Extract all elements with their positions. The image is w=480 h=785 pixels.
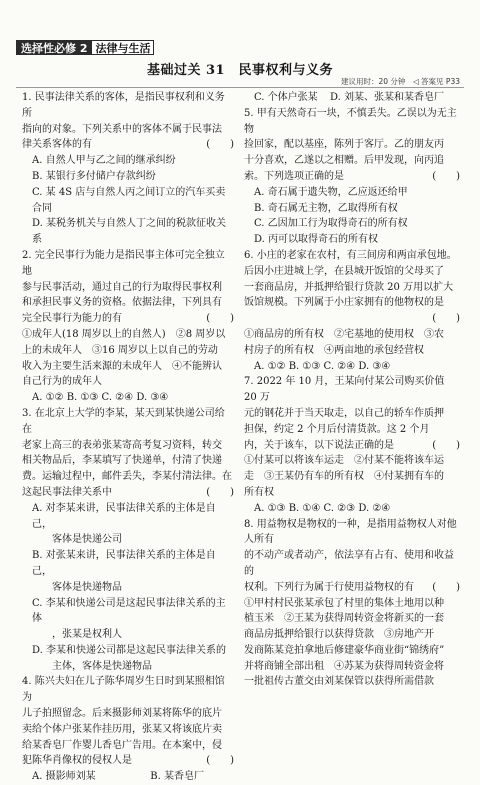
q4-options-ab — [22, 769, 234, 785]
option: B. 某银行多付储户存款纠纷 — [32, 170, 156, 182]
question-3 — [22, 406, 234, 675]
option: C. 乙因加工行为取得奇石的所有权 — [254, 218, 408, 230]
answer-bracket-line — [244, 311, 460, 327]
q2-line-text: 完全民事行为能力的有 — [22, 313, 122, 325]
question-6 — [244, 248, 460, 374]
question-1 — [22, 90, 234, 248]
q8-line — [244, 580, 460, 596]
time-note: 建议用时：20 分钟 ◁ 答案见 P33 — [340, 77, 460, 86]
q1-line-text: 律关系客体的有 — [22, 139, 92, 151]
q2-item: 上的未成年人 ③16 周岁以上以自己的劳动 — [22, 344, 218, 356]
q3-line: 老家上高三的表弟张某寄高考复习资料，转交 — [22, 439, 222, 451]
q7-line: 元的钢花并于当天取走，以自己的轿车作质押 — [244, 407, 444, 419]
q5-line — [244, 169, 460, 185]
answer-bracket: ( ) — [206, 139, 234, 151]
option: C. ②③ — [323, 502, 356, 514]
q3-line: 相关物品后，李某填写了快递单，付清了快递 — [22, 455, 222, 467]
q6-line: 后因小庄进城上学，在县城开饭馆的父母买了 — [244, 265, 444, 277]
option: D. 李某和快递公司都是这起民事法律关系的 — [32, 644, 227, 656]
option: D. ③④ — [358, 360, 391, 372]
q8-line: 的不动产或者动产，依法享有占有、使用和收益的 — [244, 550, 454, 577]
q4-line: 给某香皂厂作婴儿香皂广告用。在本案中，侵 — [22, 739, 222, 751]
q4-line: 儿子拍照留念。后来摄影师刘某将陈华的底片 — [22, 708, 222, 720]
option: C. ②④ — [323, 360, 356, 372]
subject-label: 法律与生活 — [92, 40, 154, 55]
answer-bracket: ( ) — [432, 170, 460, 182]
section-header — [16, 40, 154, 55]
option: C. 某 4S 店与自然人丙之间订立的汽车买卖合同 — [32, 186, 226, 214]
q7-line: 7. 2022 年 10 月，王某向付某公司购买价值 20 万 — [244, 376, 445, 404]
q8-item: 一批祖传古董交由刘某保管以获得所需借款 — [244, 676, 434, 688]
q7-options — [244, 501, 460, 517]
q3-line — [22, 485, 234, 501]
question-7 — [244, 374, 460, 516]
option: 客体是快递公司 — [32, 534, 122, 546]
q6-line: 6. 小庄的老家在农村，有三间房和两亩承包地。 — [244, 249, 457, 261]
left-column — [22, 90, 234, 785]
divider — [16, 87, 464, 88]
page-title: 基础过关 31 民事权利与义务 — [146, 63, 334, 78]
answer-bracket: ( ) — [432, 581, 460, 593]
q8-item: ①甲村村民张某承包了村里的集体土地用以种 — [244, 597, 444, 609]
q8-item: 植玉米 ②王某为获得周转资金将新买的一套 — [244, 613, 444, 625]
option: A. 摄影师刘某 — [32, 771, 96, 783]
q6-line: 饭馆规模。下列属于小庄家拥有的他物权的是 — [244, 297, 444, 309]
q7-line-text: 内，关于该车，以下说法正确的是 — [244, 439, 394, 451]
option: ，张某是权利人 — [32, 629, 122, 641]
right-column — [244, 90, 460, 690]
option: D. 刘某、张某和某香皂厂 — [329, 92, 444, 103]
option: B. ①④ — [288, 502, 321, 514]
option: A. ①② — [32, 392, 64, 404]
q4-options-cd — [244, 90, 460, 106]
q1-line: 指向的对象。下列关系中的客体不属于民事法 — [22, 123, 222, 135]
q5-line: 捡回家，配以基座，陈列于客厅。乙的朋友丙 — [244, 139, 444, 151]
q7-item: ①付某可以将该车运走 ②付某不能将该车运 — [244, 455, 444, 467]
q5-line: 5. 甲有天然奇石一块，不慎丢失。乙误以为无主物 — [244, 107, 457, 135]
option: D. ③④ — [136, 392, 169, 404]
q2-line — [22, 311, 234, 327]
question-2 — [22, 248, 234, 406]
option: C. 个体户张某 — [254, 92, 318, 103]
q3-line: 费。运输过程中，邮件丢失，李某付清法律。在 — [22, 471, 232, 483]
q6-options — [244, 359, 460, 375]
answer-bracket: ( ) — [206, 313, 234, 325]
q8-line: 8. 用益物权是物权的一种，是指用益物权人对他人所有 — [244, 518, 457, 546]
option: B. 奇石属无主物，乙取得所有权 — [254, 202, 398, 214]
question-5 — [244, 106, 460, 248]
option: A. 对李某来讲，民事法律关系的主体是自己， — [32, 502, 216, 530]
option: A. 奇石属于遗失物，乙应返还给甲 — [254, 186, 408, 198]
option: C. 李某和快递公司是这起民事法律关系的主体 — [32, 597, 226, 625]
q8-item: 商品房抵押给银行以获得贷款 ③房地产开 — [244, 629, 434, 641]
option: D. 丙可以取得奇石的所有权 — [254, 234, 379, 246]
q4-line — [22, 753, 234, 769]
q2-options — [22, 390, 234, 406]
option: A. ①③ — [254, 502, 286, 514]
option: A. ①② — [254, 360, 286, 372]
q2-item: 自己行为的成年人 — [22, 376, 102, 388]
option: A. 自然人甲与乙之间的继承纠纷 — [32, 155, 176, 167]
q6-item: ①商品房的所有权 ②宅基地的使用权 ③农 — [244, 328, 444, 340]
question-4 — [22, 674, 234, 785]
q2-item: ①成年人(18 周岁以上的自然人) ②8 周岁以 — [22, 328, 226, 340]
q6-line: 一套商品房，并抵押给银行贷款 20 万用以扩大 — [244, 281, 454, 293]
q2-item: 收入为主要生活来源的未成年人 ④不能辨认 — [22, 360, 222, 372]
q7-line — [244, 438, 460, 454]
section-tag: 选择性必修 2 — [16, 40, 92, 55]
q3-line-text: 这起民事法律关系中 — [22, 486, 112, 498]
option: 客体是快递物品 — [32, 581, 122, 593]
q4-line-text: 犯陈华肖像权的侵权人是 — [22, 755, 132, 767]
option: B. 某香皂厂 — [150, 771, 204, 783]
option: D. 某税务机关与自然人丁之间的税款征收关系 — [32, 218, 227, 246]
q6-item: 村房子的所有权 ④两亩地的承包经营权 — [244, 344, 424, 356]
answer-bracket: ( ) — [432, 313, 460, 325]
q7-line: 担保，约定 2 个月后付清货款。这 2 个月 — [244, 423, 430, 435]
q2-line: 参与民事活动，通过自己的行为取得民事权利 — [22, 281, 222, 293]
q7-item: 所有权 — [244, 486, 274, 498]
q5-line-text: 索。下列选项正确的是 — [244, 170, 344, 182]
q7-item: 走 ③王某仍有车的所有权 ④付某拥有车的 — [244, 471, 444, 483]
q4-line: 4. 陈兴夫妇在儿子陈华周岁生日时到某照相馆为 — [22, 676, 225, 704]
question-8 — [244, 517, 460, 691]
q2-line: 2. 完全民事行为能力是指民事主体可完全独立地 — [22, 249, 225, 277]
option: 主体，客体是快递物品 — [32, 660, 152, 672]
answer-bracket: ( ) — [206, 486, 234, 498]
q8-line-text: 权利。下列行为属于行使用益物权的有 — [244, 581, 414, 593]
option: B. 对张某来讲，民事法律关系的主体是自己， — [32, 550, 216, 577]
q2-line: 和承担民事义务的资格。依据法律，下列具有 — [22, 297, 222, 309]
answer-bracket: ( ) — [432, 439, 460, 451]
answer-bracket: ( ) — [206, 755, 234, 767]
option: B. ①③ — [288, 360, 321, 372]
q4-line: 卖给个体户张某作挂历用，张某又将该底片卖 — [22, 723, 222, 735]
q3-line: 3. 在北京上大学的李某，某天到某快递公司给在 — [22, 407, 225, 435]
q1-line: 1. 民事法律关系的客体，是指民事权利和义务所 — [22, 92, 225, 119]
option: C. ②④ — [101, 392, 134, 404]
q1-line — [22, 137, 234, 153]
q8-item: 发商陈某竞拍拿地后修建豪华商业街“锦绣府” — [244, 644, 445, 656]
option: D. ②④ — [358, 502, 391, 514]
q5-line: 十分喜欢，乙遂以之相赠。后甲发现，向丙追 — [244, 155, 444, 167]
q8-item: 并将商铺全部出租 ④苏某为获得周转资金将 — [244, 660, 444, 672]
option: B. ①③ — [66, 392, 99, 404]
